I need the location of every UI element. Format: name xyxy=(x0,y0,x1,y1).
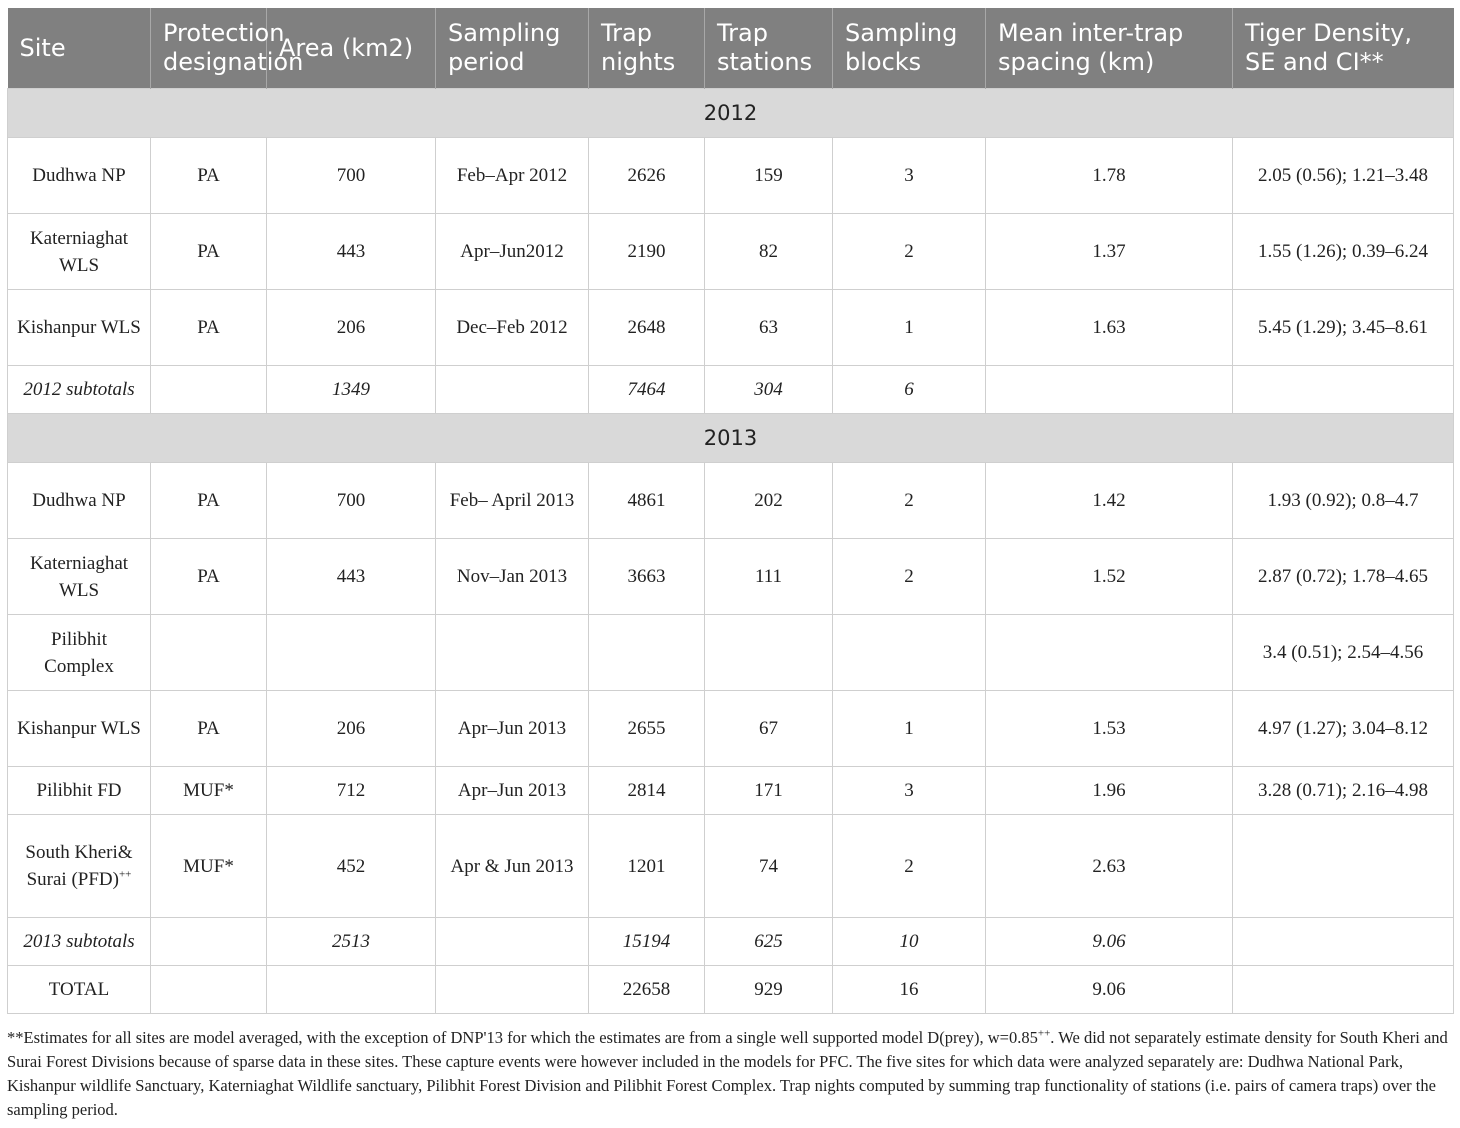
cell-trap-nights-text: 2626 xyxy=(627,165,666,186)
cell-trap-nights xyxy=(589,815,705,918)
cell-designation xyxy=(151,815,267,918)
cell-trap-stations xyxy=(705,767,833,815)
cell-spacing-text: 1.52 xyxy=(1092,566,1126,587)
header-site: Site xyxy=(8,8,151,89)
cell-spacing xyxy=(986,767,1233,815)
cell-trap-nights-text: 15194 xyxy=(622,931,671,952)
cell-area-text: 700 xyxy=(336,490,366,511)
cell-trap-stations xyxy=(705,539,833,615)
cell-trap-nights xyxy=(589,366,705,414)
cell-site xyxy=(8,290,151,366)
cell-density xyxy=(1233,767,1454,815)
cell-period xyxy=(436,366,589,414)
cell-blocks xyxy=(833,615,986,691)
cell-spacing xyxy=(986,366,1233,414)
cell-period-text: Apr–Jun2012 xyxy=(460,241,564,262)
cell-spacing xyxy=(986,966,1233,1014)
cell-blocks xyxy=(833,691,986,767)
cell-area xyxy=(267,691,436,767)
total-row xyxy=(8,966,1454,1014)
cell-trap-nights xyxy=(589,966,705,1014)
cell-trap-stations-text: 625 xyxy=(754,931,783,952)
cell-trap-nights-text: 3663 xyxy=(627,566,666,587)
cell-period xyxy=(436,214,589,290)
cell-spacing xyxy=(986,290,1233,366)
cell-trap-stations xyxy=(705,615,833,691)
cell-trap-nights-text: 1201 xyxy=(627,855,666,877)
cell-period xyxy=(436,691,589,767)
cell-trap-nights-text: 22658 xyxy=(622,979,671,1000)
cell-area xyxy=(267,539,436,615)
cell-trap-nights xyxy=(589,138,705,214)
cell-density-text: 1.93 (0.92); 0.8–4.7 xyxy=(1267,490,1419,511)
cell-area-text: 452 xyxy=(336,855,366,877)
cell-period xyxy=(436,290,589,366)
cell-designation-text: MUF* xyxy=(183,780,234,801)
cell-designation xyxy=(151,463,267,539)
cell-trap-stations-text: 111 xyxy=(754,566,783,587)
cell-density xyxy=(1233,366,1454,414)
year-row xyxy=(8,414,1454,463)
cell-blocks-text: 1 xyxy=(904,317,914,338)
table-row xyxy=(8,138,1454,214)
cell-blocks-text: 2 xyxy=(904,566,914,587)
cell-period xyxy=(436,966,589,1014)
cell-density-text: 3.28 (0.71); 2.16–4.98 xyxy=(1258,780,1428,801)
cell-trap-nights xyxy=(589,214,705,290)
cell-density xyxy=(1233,539,1454,615)
table-body xyxy=(8,89,1454,1014)
header-protection-designation: Protection designation xyxy=(151,8,267,89)
cell-density-text: 5.45 (1.29); 3.45–8.61 xyxy=(1258,317,1428,338)
cell-period xyxy=(436,615,589,691)
cell-area xyxy=(267,214,436,290)
cell-trap-nights-text: 2655 xyxy=(627,718,666,739)
cell-designation-text: PA xyxy=(197,566,220,587)
cell-trap-stations-text: 63 xyxy=(759,317,778,338)
cell-period-text: Apr–Jun 2013 xyxy=(457,718,567,739)
cell-trap-stations-text: 159 xyxy=(754,165,783,186)
cell-trap-stations-text: 304 xyxy=(754,379,783,400)
table-row xyxy=(8,767,1454,815)
cell-blocks-text: 1 xyxy=(904,718,914,739)
cell-area-text: 712 xyxy=(336,780,366,801)
cell-blocks xyxy=(833,214,986,290)
header-sampling-period: Sampling period xyxy=(436,8,589,89)
subtotal-row xyxy=(8,918,1454,966)
cell-period-text: Nov–Jan 2013 xyxy=(456,566,568,587)
year-label: 2013 xyxy=(8,414,1454,463)
header-tiger-density: Tiger Density, SE and CI** xyxy=(1233,8,1454,89)
cell-site-text: Katerniaghat WLS xyxy=(29,227,129,276)
cell-spacing-text: 1.63 xyxy=(1092,317,1126,338)
cell-site xyxy=(8,691,151,767)
header-trap-nights: Trap nights xyxy=(589,8,705,89)
cell-spacing-text: 9.06 xyxy=(1092,931,1126,952)
cell-spacing xyxy=(986,138,1233,214)
cell-designation xyxy=(151,138,267,214)
cell-density xyxy=(1233,691,1454,767)
cell-trap-nights-text: 2190 xyxy=(627,241,666,262)
cell-trap-stations xyxy=(705,138,833,214)
cell-site-text: 2013 subtotals xyxy=(23,931,135,952)
cell-site-text: Pilibhit FD xyxy=(36,780,122,801)
cell-blocks xyxy=(833,815,986,918)
cell-blocks-text: 2 xyxy=(904,241,914,262)
cell-density xyxy=(1233,966,1454,1014)
cell-designation-text: PA xyxy=(197,165,220,186)
cell-designation xyxy=(151,366,267,414)
footnote-text-b: . We did not separately estimate density for South Kheri and Surai Forest Divisions because of sparse data in these sites. These capture events were however included in the models for PFC. The five sites for which data were analyzed separately are: Dudhwa National Park, Kishanpur wildlife Sanctuary, Katerniaghat Wildlife sanctuary, Pilibhit Forest Division and Pilibhit Forest Complex. Trap nights computed by summing trap functionality of stations (i.e. pairs of camera traps) over the sampling period. xyxy=(7,1028,1448,1119)
table-row xyxy=(8,691,1454,767)
subtotal-row xyxy=(8,366,1454,414)
cell-period xyxy=(436,918,589,966)
cell-trap-stations-text: 67 xyxy=(759,718,778,739)
cell-site xyxy=(8,138,151,214)
cell-site-text: South Kheri& Surai (PFD) xyxy=(25,842,133,890)
cell-blocks xyxy=(833,138,986,214)
cell-spacing xyxy=(986,615,1233,691)
cell-period-text: Dec–Feb 2012 xyxy=(456,317,568,338)
cell-area xyxy=(267,815,436,918)
cell-trap-stations-text: 929 xyxy=(754,979,783,1000)
cell-designation-text: MUF* xyxy=(183,855,234,877)
cell-area xyxy=(267,767,436,815)
cell-area xyxy=(267,615,436,691)
cell-area xyxy=(267,463,436,539)
cell-period xyxy=(436,539,589,615)
cell-site xyxy=(8,463,151,539)
cell-blocks xyxy=(833,463,986,539)
cell-trap-nights xyxy=(589,767,705,815)
cell-area xyxy=(267,918,436,966)
header-area: Area (km2) xyxy=(267,8,436,89)
cell-site xyxy=(8,615,151,691)
cell-site xyxy=(8,918,151,966)
footnote xyxy=(7,1026,1453,1122)
cell-area-text: 700 xyxy=(336,165,366,186)
cell-spacing-text: 1.96 xyxy=(1092,780,1126,801)
cell-trap-nights xyxy=(589,539,705,615)
cell-designation xyxy=(151,918,267,966)
cell-area-text: 1349 xyxy=(332,379,370,400)
cell-blocks xyxy=(833,918,986,966)
header-mean-spacing: Mean inter-trap spacing (km) xyxy=(986,8,1233,89)
cell-site xyxy=(8,366,151,414)
cell-period xyxy=(436,463,589,539)
cell-site-text: 2012 subtotals xyxy=(23,379,135,400)
cell-designation-text: PA xyxy=(197,317,220,338)
cell-blocks xyxy=(833,539,986,615)
table-row xyxy=(8,214,1454,290)
cell-designation xyxy=(151,767,267,815)
cell-site xyxy=(8,815,151,918)
cell-period-text: Apr & Jun 2013 xyxy=(450,855,574,877)
cell-area xyxy=(267,966,436,1014)
cell-blocks xyxy=(833,966,986,1014)
cell-area xyxy=(267,366,436,414)
year-row xyxy=(8,89,1454,138)
table-row xyxy=(8,463,1454,539)
cell-trap-stations xyxy=(705,463,833,539)
footnote-text-a: **Estimates for all sites are model averaged, with the exception of DNP'13 for which the estimates are from a single well supported model D(prey), w=0.85 xyxy=(7,1028,1038,1047)
cell-density-text: 2.87 (0.72); 1.78–4.65 xyxy=(1258,566,1428,587)
cell-site-text: Kishanpur WLS xyxy=(17,317,141,338)
cell-site-text: Kishanpur WLS xyxy=(17,718,141,739)
cell-trap-stations-text: 82 xyxy=(759,241,778,262)
cell-trap-stations-text: 171 xyxy=(754,780,783,801)
cell-period xyxy=(436,767,589,815)
cell-spacing xyxy=(986,539,1233,615)
cell-designation xyxy=(151,539,267,615)
cell-blocks-text: 6 xyxy=(904,379,914,400)
cell-site-text: Pilibhit Complex xyxy=(44,628,114,677)
cell-designation-text: PA xyxy=(197,490,220,511)
cell-blocks-text: 16 xyxy=(899,979,919,1000)
cell-trap-stations xyxy=(705,366,833,414)
cell-area-text: 443 xyxy=(336,566,366,587)
cell-area xyxy=(267,138,436,214)
cell-area-text: 2513 xyxy=(332,931,370,952)
cell-density-text: 4.97 (1.27); 3.04–8.12 xyxy=(1258,718,1428,739)
cell-trap-nights-text: 4861 xyxy=(627,490,666,511)
cell-trap-stations-text: 74 xyxy=(759,855,778,877)
cell-site-text: Katerniaghat WLS xyxy=(29,552,129,601)
cell-area-text: 206 xyxy=(336,718,366,739)
cell-trap-nights xyxy=(589,463,705,539)
cell-spacing-text: 9.06 xyxy=(1092,979,1126,1000)
cell-density xyxy=(1233,815,1454,918)
cell-density xyxy=(1233,918,1454,966)
cell-site xyxy=(8,539,151,615)
site-superscript: ++ xyxy=(118,868,132,881)
cell-site-text: TOTAL xyxy=(48,979,110,1000)
cell-spacing-text: 1.78 xyxy=(1092,165,1126,186)
cell-spacing xyxy=(986,691,1233,767)
cell-designation xyxy=(151,966,267,1014)
cell-trap-nights-text: 7464 xyxy=(627,379,666,400)
cell-blocks-text: 2 xyxy=(904,490,914,511)
cell-blocks-text: 10 xyxy=(899,931,919,952)
cell-trap-nights xyxy=(589,290,705,366)
cell-spacing xyxy=(986,463,1233,539)
cell-density-text: 2.05 (0.56); 1.21–3.48 xyxy=(1258,165,1428,186)
cell-area-text: 443 xyxy=(336,241,366,262)
header-row xyxy=(8,8,1454,89)
cell-spacing-text: 1.42 xyxy=(1092,490,1126,511)
table-container xyxy=(7,8,1453,1014)
cell-trap-nights xyxy=(589,691,705,767)
cell-density xyxy=(1233,138,1454,214)
cell-period xyxy=(436,138,589,214)
header-trap-stations: Trap stations xyxy=(705,8,833,89)
cell-spacing-text: 2.63 xyxy=(1092,855,1126,877)
cell-period-text: Apr–Jun 2013 xyxy=(457,780,567,801)
cell-density xyxy=(1233,290,1454,366)
cell-density-text: 3.4 (0.51); 2.54–4.56 xyxy=(1262,642,1424,663)
cell-site xyxy=(8,214,151,290)
cell-spacing-text: 1.53 xyxy=(1092,718,1126,739)
table-row xyxy=(8,815,1454,918)
cell-trap-nights xyxy=(589,615,705,691)
cell-designation xyxy=(151,691,267,767)
cell-trap-stations xyxy=(705,966,833,1014)
footnote-sup: ++ xyxy=(1037,1027,1051,1040)
cell-spacing xyxy=(986,918,1233,966)
cell-trap-stations xyxy=(705,918,833,966)
cell-site xyxy=(8,767,151,815)
cell-trap-nights-text: 2814 xyxy=(627,780,666,801)
cell-trap-stations xyxy=(705,214,833,290)
cell-trap-stations xyxy=(705,290,833,366)
cell-period-text: Feb–Apr 2012 xyxy=(456,165,568,186)
cell-area-text: 206 xyxy=(336,317,366,338)
cell-area xyxy=(267,290,436,366)
cell-blocks xyxy=(833,290,986,366)
cell-density xyxy=(1233,463,1454,539)
cell-trap-stations xyxy=(705,691,833,767)
year-label: 2012 xyxy=(8,89,1454,138)
header-sampling-blocks: Sampling blocks xyxy=(833,8,986,89)
cell-spacing xyxy=(986,214,1233,290)
cell-period-text: Feb– April 2013 xyxy=(449,490,575,511)
data-table xyxy=(7,8,1454,1014)
cell-density-text: 1.55 (1.26); 0.39–6.24 xyxy=(1258,241,1428,262)
cell-blocks-text: 3 xyxy=(904,780,914,801)
cell-site-text: Dudhwa NP xyxy=(32,165,126,186)
cell-trap-stations xyxy=(705,815,833,918)
cell-density xyxy=(1233,615,1454,691)
table-row xyxy=(8,290,1454,366)
table-row xyxy=(8,539,1454,615)
cell-trap-nights-text: 2648 xyxy=(627,317,666,338)
cell-site-text: Dudhwa NP xyxy=(32,490,126,511)
cell-designation xyxy=(151,615,267,691)
cell-spacing-text: 1.37 xyxy=(1092,241,1126,262)
cell-blocks xyxy=(833,366,986,414)
cell-blocks-text: 2 xyxy=(904,855,914,877)
cell-blocks xyxy=(833,767,986,815)
cell-designation xyxy=(151,290,267,366)
cell-designation xyxy=(151,214,267,290)
cell-blocks-text: 3 xyxy=(904,165,914,186)
cell-spacing xyxy=(986,815,1233,918)
cell-designation-text: PA xyxy=(197,718,220,739)
cell-period xyxy=(436,815,589,918)
cell-trap-nights xyxy=(589,918,705,966)
cell-site xyxy=(8,966,151,1014)
table-row xyxy=(8,615,1454,691)
cell-designation-text: PA xyxy=(197,241,220,262)
cell-density xyxy=(1233,214,1454,290)
cell-trap-stations-text: 202 xyxy=(754,490,783,511)
